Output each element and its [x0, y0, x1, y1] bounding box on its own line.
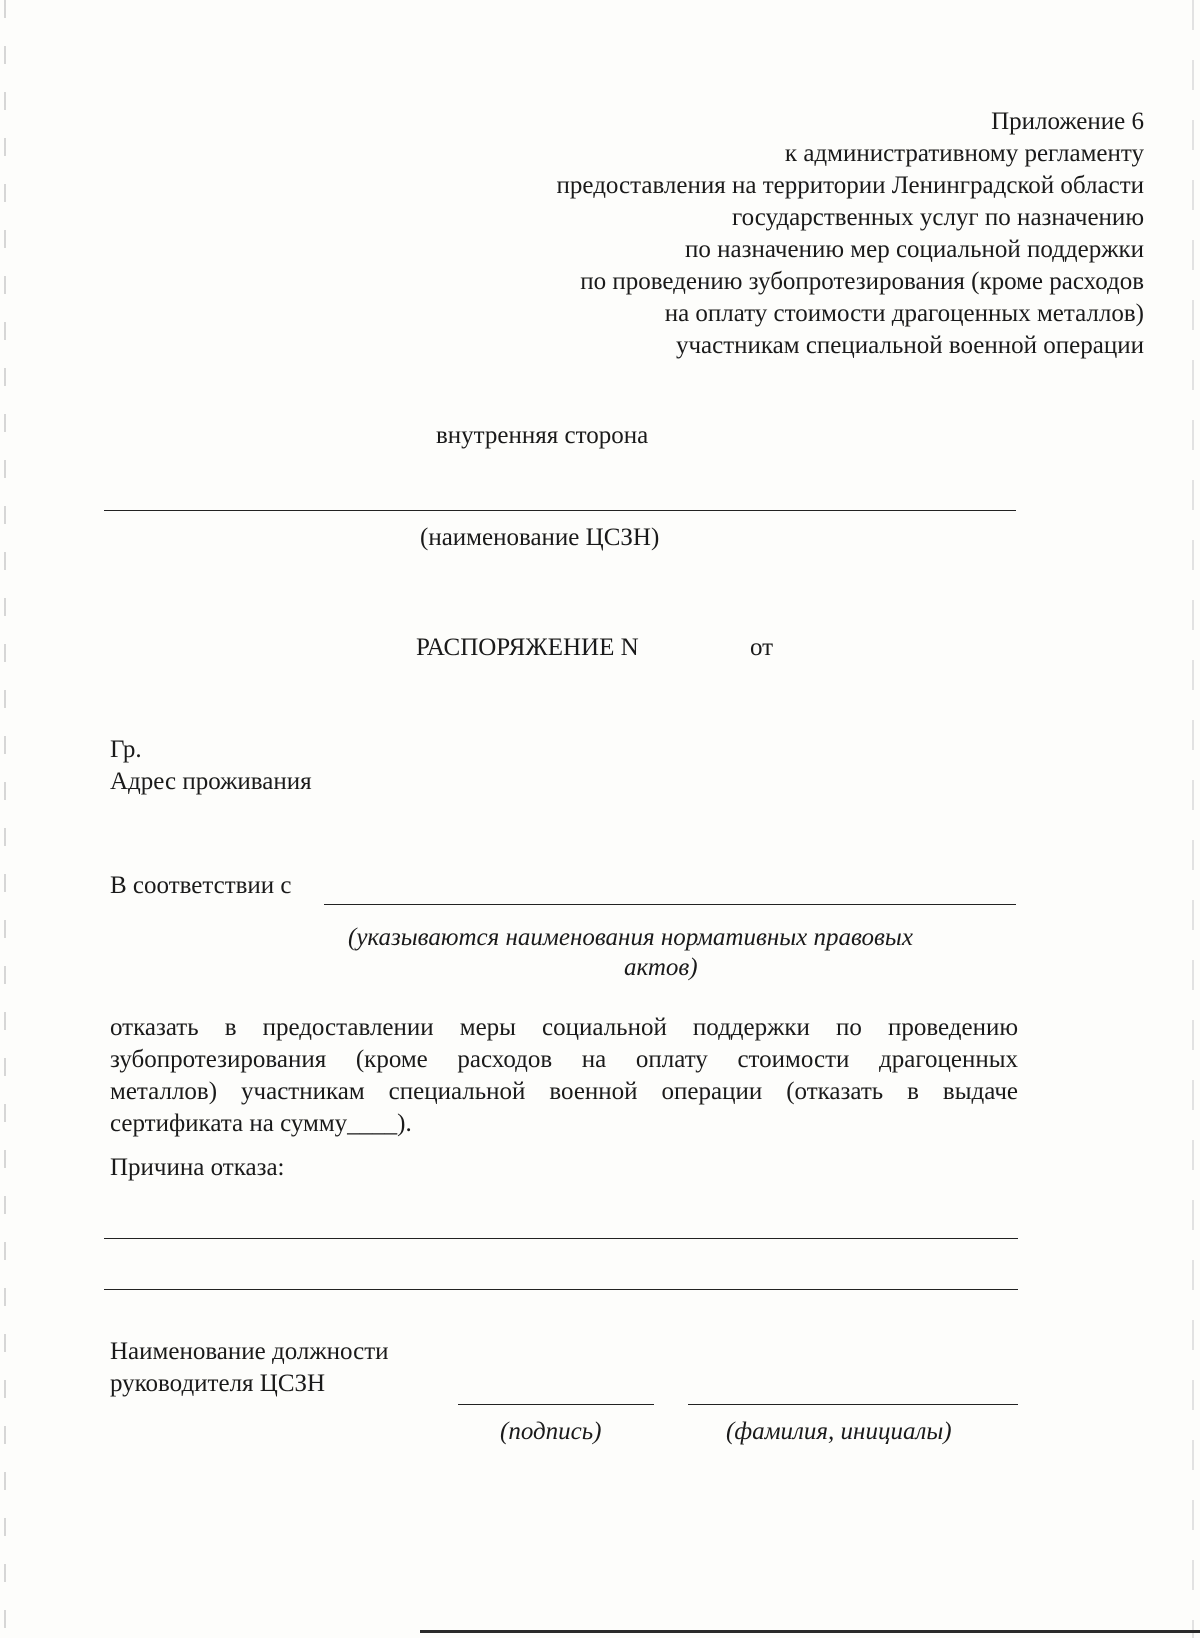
decision-line: металлов) участникам специальной военной операции (отказать в выдаче: [110, 1078, 1018, 1105]
appendix-header: [557, 106, 1144, 362]
scan-edge-left: [4, 0, 6, 1638]
scan-edge-right: [1192, 0, 1194, 1638]
decision-text: [110, 1012, 1018, 1140]
org-name-line: [104, 510, 1016, 511]
appendix-line: по проведению зубопротезирования (кроме расходов: [580, 268, 1144, 295]
org-name-caption: (наименование ЦСЗН): [420, 524, 660, 551]
reason-label: Причина отказа:: [110, 1154, 285, 1181]
decision-line: сертификата на сумму____).: [110, 1110, 412, 1137]
order-date-label: от: [750, 634, 774, 661]
reason-line-2: [104, 1289, 1018, 1290]
appendix-line: государственных услуг по назначению: [732, 204, 1144, 231]
basis-line: [324, 904, 1016, 905]
name-caption: (фамилия, инициалы): [726, 1418, 952, 1445]
citizen-label: Гр.: [110, 736, 142, 763]
address-label: Адрес проживания: [110, 768, 312, 795]
appendix-line: к административному регламенту: [784, 140, 1144, 167]
decision-line: отказать в предоставлении меры социальной поддержки по проведению: [110, 1014, 1018, 1041]
appendix-line: по назначению мер социальной поддержки: [684, 236, 1144, 263]
appendix-line: предоставления на территории Ленинградской области: [556, 172, 1144, 199]
name-line: [688, 1404, 1018, 1405]
side-label: внутренняя сторона: [436, 422, 649, 449]
appendix-line: участникам специальной военной операции: [675, 332, 1144, 359]
position-label-cont: руководителя ЦСЗН: [110, 1370, 326, 1397]
appendix-line: Приложение 6: [991, 108, 1144, 135]
signature-line: [458, 1404, 654, 1405]
basis-label: В соответствии с: [110, 872, 292, 899]
position-label: Наименование должности: [110, 1338, 389, 1365]
signature-caption: (подпись): [500, 1418, 602, 1445]
decision-line: зубопротезирования (кроме расходов на оплату стоимости драгоценных: [110, 1046, 1018, 1073]
order-title: РАСПОРЯЖЕНИЕ N: [416, 634, 639, 661]
reason-line-1: [104, 1238, 1018, 1239]
basis-caption-cont: актов): [624, 954, 698, 981]
scan-edge-bottom: [420, 1630, 1200, 1633]
basis-caption: (указываются наименования нормативных правовых: [348, 924, 913, 951]
appendix-line: на оплату стоимости драгоценных металлов): [664, 300, 1144, 327]
